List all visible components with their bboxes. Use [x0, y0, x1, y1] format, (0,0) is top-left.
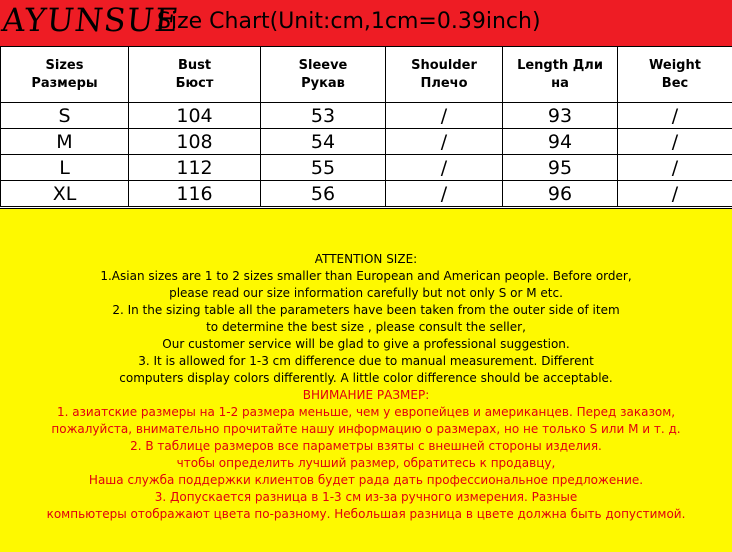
note-line-ru: ВНИМАНИЕ РАЗМЕР: [302, 388, 430, 402]
brand-logo: AYUNSUE [0, 1, 182, 39]
size-notes-text [0, 251, 732, 523]
cell-shoulder: / [386, 155, 503, 181]
cell-length: 94 [503, 129, 618, 155]
note-line-ru: чтобы определить лучший размер, обратитесь к продавцу, [176, 456, 556, 470]
note-line-en: please read our size information carefully but not only S or M etc. [169, 286, 563, 300]
table-row [1, 129, 732, 155]
header-sleeve: Sleeve Рукав [261, 47, 386, 103]
cell-weight: / [618, 155, 732, 181]
note-line-en: computers display colors differently. A little color difference should be acceptable. [119, 371, 613, 385]
note-line-ru: 2. В таблице размеров все параметры взяты с внешней стороны изделия. [130, 439, 602, 453]
cell-sleeve: 55 [261, 155, 386, 181]
cell-shoulder: / [386, 103, 503, 129]
cell-bust: 116 [129, 181, 261, 207]
cell-size: XL [1, 181, 129, 207]
cell-size: S [1, 103, 129, 129]
cell-shoulder: / [386, 181, 503, 207]
note-line-ru: Наша служба поддержки клиентов будет рада дать профессиональное предложение. [88, 473, 644, 487]
table-row [1, 181, 732, 207]
size-table [0, 46, 732, 207]
note-line-en: 2. In the sizing table all the parameters have been taken from the outer side of item [112, 303, 620, 317]
table-row [1, 155, 732, 181]
size-chart-header [0, 0, 732, 47]
cell-length: 93 [503, 103, 618, 129]
header-bust: Bust Бюст [129, 47, 261, 103]
note-line-ru: 3. Допускается разница в 1-3 см из-за ручного измерения. Разные [154, 490, 578, 504]
note-line-ru: компьютеры отображают цвета по-разному. Небольшая разница в цвете должна быть допустимой. [46, 507, 686, 521]
cell-length: 95 [503, 155, 618, 181]
cell-bust: 108 [129, 129, 261, 155]
cell-sleeve: 54 [261, 129, 386, 155]
cell-weight: / [618, 129, 732, 155]
note-line-en: 3. It is allowed for 1-3 cm difference due to manual measurement. Different [138, 354, 594, 368]
header-weight: Weight Вес [618, 47, 732, 103]
cell-sleeve: 56 [261, 181, 386, 207]
note-line-en: ATTENTION SIZE: [314, 252, 418, 266]
cell-shoulder: / [386, 129, 503, 155]
note-line-ru: 1. азиатские размеры на 1-2 размера меньше, чем у европейцев и американцев. Перед заказом, [56, 405, 676, 419]
cell-size: M [1, 129, 129, 155]
header-sizes: Sizes Размеры [1, 47, 129, 103]
cell-sleeve: 53 [261, 103, 386, 129]
size-notes-panel [0, 208, 732, 552]
note-line-en: to determine the best size , please consult the seller, [206, 320, 526, 334]
table-header-row [1, 47, 732, 103]
cell-weight: / [618, 103, 732, 129]
cell-weight: / [618, 181, 732, 207]
size-chart-title: Size Chart(Unit:cm,1cm=0.39inch) [157, 9, 541, 34]
cell-bust: 112 [129, 155, 261, 181]
table-row [1, 103, 732, 129]
cell-bust: 104 [129, 103, 261, 129]
cell-size: L [1, 155, 129, 181]
cell-length: 96 [503, 181, 618, 207]
note-line-ru: пожалуйста, внимательно прочитайте нашу информацию о размерах, но не только S или M и т. д. [51, 422, 681, 436]
header-shoulder: Shoulder Плечо [386, 47, 503, 103]
header-length: Length Дли на [503, 47, 618, 103]
note-line-en: Our customer service will be glad to give a professional suggestion. [162, 337, 570, 351]
note-line-en: 1.Asian sizes are 1 to 2 sizes smaller than European and American people. Before order, [100, 269, 632, 283]
